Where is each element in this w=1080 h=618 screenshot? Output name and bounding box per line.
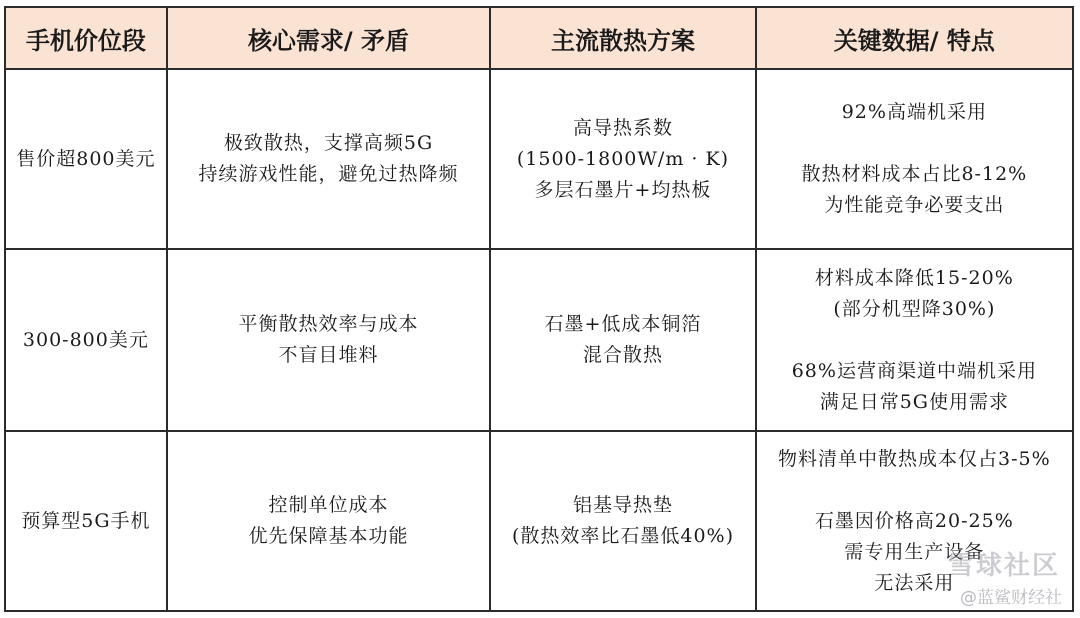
cell-price: 300-800美元: [5, 249, 167, 431]
table-row: [5, 69, 1073, 249]
cell-data: 92%高端机采用 散热材料成本占比8-12% 为性能竞争必要支出: [756, 69, 1073, 249]
watermark-source: @蓝鲨财经社: [960, 588, 1062, 608]
header-price-tier: 手机价位段: [5, 7, 167, 69]
cell-solution: 铝基导热垫 (散热效率比石墨低40%): [490, 431, 755, 611]
table-row: [5, 249, 1073, 431]
cell-data: 材料成本降低15-20% (部分机型降30%) 68%运营商渠道中端机采用 满足日常5G使用需求: [756, 249, 1073, 431]
cell-need: 极致散热，支撑高频5G 持续游戏性能，避免过热降频: [167, 69, 491, 249]
watermark-logo: 雪球社区: [947, 551, 1060, 581]
header-key-data: 关键数据/ 特点: [756, 7, 1073, 69]
comparison-table: [4, 6, 1074, 612]
table-row: [5, 431, 1073, 611]
cell-solution: 石墨+低成本铜箔 混合散热: [490, 249, 755, 431]
header-core-need: 核心需求/ 矛盾: [167, 7, 491, 69]
table-header-row: [5, 7, 1073, 69]
cell-need: 平衡散热效率与成本 不盲目堆料: [167, 249, 491, 431]
cell-need: 控制单位成本 优先保障基本功能: [167, 431, 491, 611]
cell-price: 售价超800美元: [5, 69, 167, 249]
cell-data: 物料清单中散热成本仅占3-5% 石墨因价格高20-25% 需专用生产设备 无法采用: [756, 431, 1073, 611]
cell-price: 预算型5G手机: [5, 431, 167, 611]
cell-solution: 高导热系数 (1500-1800W/m · K) 多层石墨片+均热板: [490, 69, 755, 249]
header-cooling-solution: 主流散热方案: [490, 7, 755, 69]
